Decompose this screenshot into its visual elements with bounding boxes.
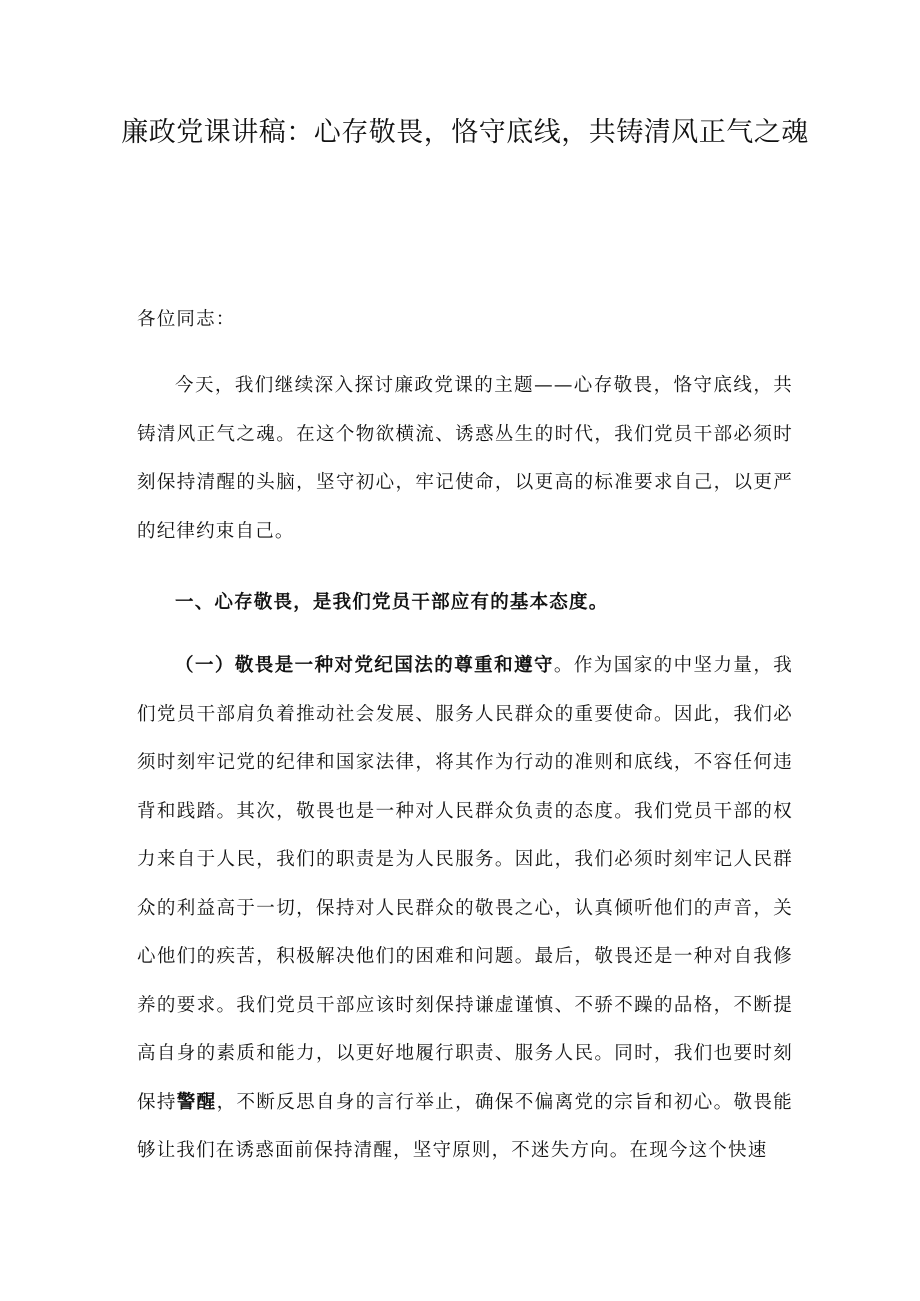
section-1-text-part1: 。作为国家的中坚力量，我们党员干部肩负着推动社会发展、服务人民群众的重要使命。因此，我们必须时刻牢记党的纪律和国家法律，将其作为行动的准则和底线，不容任何违背和践踏。其次，敬畏也是一种对人民群众负责的态度。我们党员干部的权力来自于人民，我们的职责是为人民服务。因此，我们必须时刻牢记人民群众的利益高于一切，保持对人民群众的敬畏之心，认真倾听他们的声音，关心他们的疾苦，积极解决他们的困难和问题。最后，敬畏还是一种对自我修养的要求。我们党员干部应该时刻保持谦虚谨慎、不骄不躁的品格，不断提高自身的素质和能力，以更好地履行职责、服务人民。同时，我们也要时刻保持 xyxy=(137,655,793,1113)
document-title: 廉政党课讲稿：心存敬畏，恪守底线，共铸清风正气之魂 xyxy=(121,117,809,148)
section-heading-1: 一、心存敬畏，是我们党员干部应有的基本态度。 xyxy=(175,592,609,613)
section-1-bold-word: 警醒 xyxy=(176,1091,217,1113)
section-1-paragraph xyxy=(137,642,793,1176)
section-1-subheading: （一）敬畏是一种对党纪国法的尊重和遵守 xyxy=(175,655,554,676)
intro-paragraph: 今天，我们继续深入探讨廉政党课的主题——心存敬畏，恪守底线，共铸清风正气之魂。在这个物欲横流、诱惑丛生的时代，我们党员干部必须时刻保持清醒的头脑，坚守初心，牢记使命，以更高的标准要求自己，以更严的纪律约束自己。 xyxy=(137,375,793,542)
section-1-text-part2: ，不断反思自身的言行举止，确保不偏离党的宗旨和初心。敬畏能够让我们在诱惑面前保持清醒，坚守原则，不迷失方向。在现今这个快速 xyxy=(137,1091,794,1161)
salutation: 各位同志： xyxy=(137,309,236,330)
